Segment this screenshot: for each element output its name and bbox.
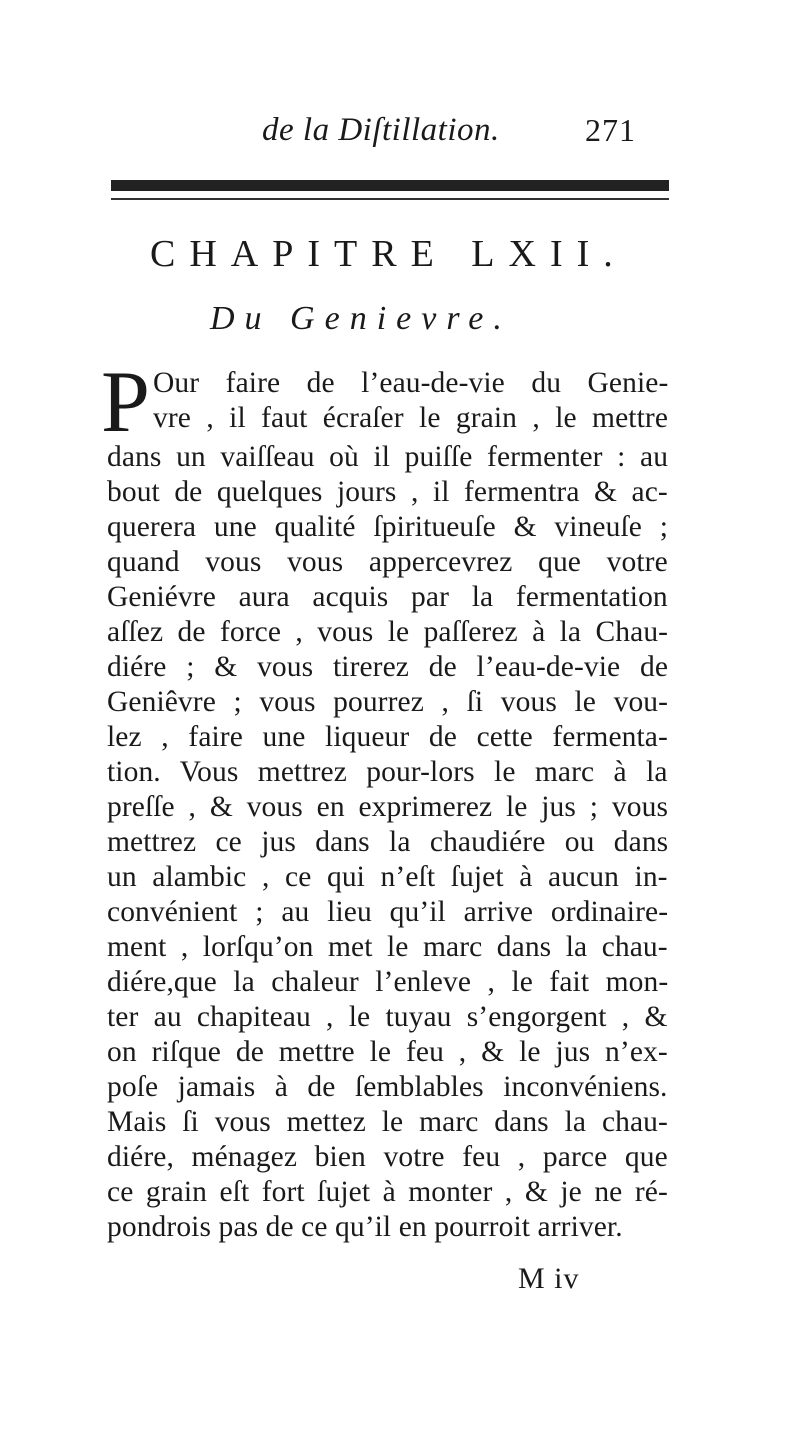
chapter-title: CHAPITRE LXII.: [150, 233, 627, 275]
drop-cap: P: [101, 354, 150, 451]
text-line: quand vous vous appercevrez que votre: [107, 546, 668, 578]
text-line: un alambic , ce qui n’eſt ſujet à aucun in-: [107, 861, 668, 893]
text-line: diére ; & vous tirerez de l’eau-de-vie de: [107, 651, 669, 683]
text-line: Mais ſi vous mettez le marc dans la chau-: [107, 1106, 668, 1138]
text-line: bout de quelques jours , il fermentra & ac-: [107, 476, 668, 508]
text-line: tion. Vous mettrez pour-lors le marc à la: [107, 756, 668, 788]
text-line: Geniévre aura acquis par la fermentation: [107, 581, 668, 613]
catchword: M iv: [518, 1262, 580, 1295]
divider-line: [111, 198, 669, 200]
text-line: dans un vaiſſeau où il puiſſe fermenter : au: [107, 441, 669, 473]
text-line: mettrez ce jus dans la chaudiére ou dans: [107, 826, 669, 858]
text-line: querera une qualité ſpiritueuſe & vineuſe ;: [107, 511, 669, 543]
text-line: Geniêvre ; vous pourrez , ſi vous le vou-: [107, 686, 669, 718]
text-line: diére, ménagez bien votre feu , parce que: [107, 1141, 668, 1173]
text-line: diére,que la chaleur l’enleve , le fait mon-: [107, 966, 669, 998]
text-line: vre , il faut écraſer le grain , le mettre: [153, 402, 669, 434]
text-line: on riſque de mettre le feu , & le jus n’ex-: [107, 1036, 668, 1068]
text-line: aſſez de force , vous le paſſerez à la Chau-: [107, 616, 669, 648]
text-line: poſe jamais à de ſemblables inconvéniens.: [107, 1071, 668, 1103]
ornamental-rule: [111, 180, 669, 191]
text-line: ment , lorſqu’on met le marc dans la chau-: [107, 931, 668, 963]
text-line: lez , faire une liqueur de cette fermenta-: [107, 721, 668, 753]
text-line: ce grain eſt fort ſujet à monter , & je ne ré-: [107, 1176, 668, 1208]
running-head-title: de la Diſtillation.: [262, 112, 500, 148]
section-title: Du Genievre.: [210, 300, 512, 337]
text-line: preſſe , & vous en exprimerez le jus ; vous: [107, 791, 669, 823]
running-head: [0, 112, 800, 156]
text-line: pondrois pas de ce qu’il en pourroit arriver.: [107, 1211, 623, 1243]
page-number: 271: [585, 112, 636, 148]
text-line: ter au chapiteau , le tuyau s’engorgent , &: [107, 1001, 668, 1033]
text-line: convénient ; au lieu qu’il arrive ordinaire-: [107, 896, 669, 928]
text-line: Our faire de l’eau-de-vie du Genie-: [153, 367, 669, 399]
